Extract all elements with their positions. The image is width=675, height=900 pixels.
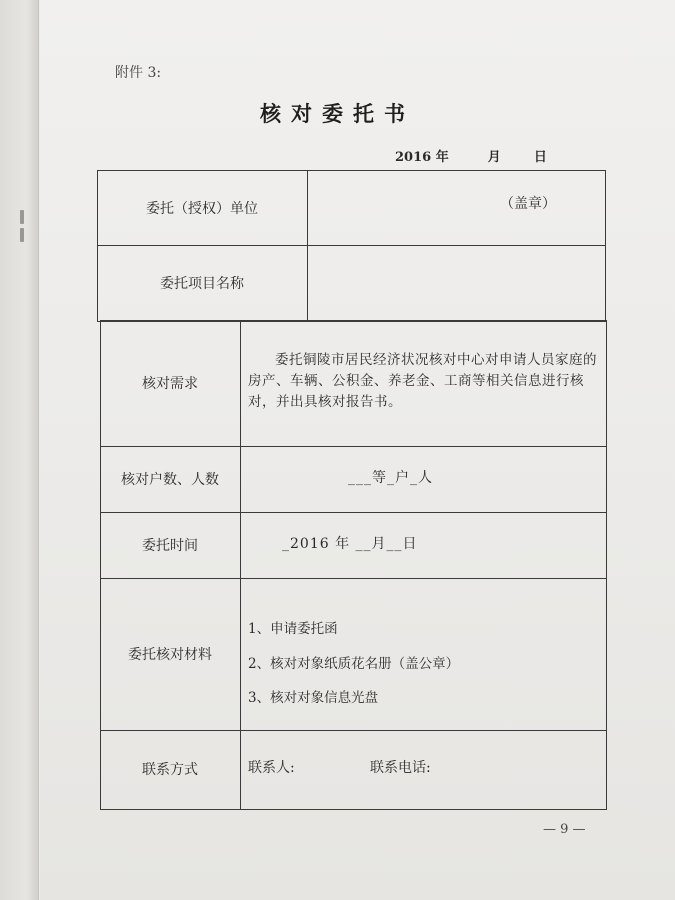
label-household-count: 核对户数、人数 — [121, 472, 219, 488]
label-entrusting-unit: 委托（授权）单位 — [146, 200, 258, 217]
contact-person-label: 联系人: — [248, 760, 295, 776]
household-count-value: ___等_户_人 — [348, 470, 433, 486]
entrust-time-value: _2016 年 __月__日 — [282, 536, 418, 552]
binding-edge — [0, 0, 39, 900]
verification-request-text: 委托铜陵市居民经济状况核对中心对申请人员家庭的房产、车辆、公积金、养老金、工商等相关信息进行核对，并出具核对报告书。 — [248, 352, 597, 410]
staple — [20, 228, 24, 242]
document-title: 核对委托书 — [260, 101, 415, 126]
material-item: 2、核对对象纸质花名册（盖公章） — [248, 656, 460, 672]
seal-placeholder: （盖章） — [500, 196, 556, 212]
contact-phone-label: 联系电话: — [370, 760, 431, 776]
label-entrust-time: 委托时间 — [142, 538, 198, 554]
material-item: 3、核对对象信息光盘 — [248, 690, 379, 706]
material-item: 1、申请委托函 — [248, 621, 338, 637]
date-year: 2016 年 — [395, 150, 449, 165]
date-month: 月 — [487, 150, 501, 165]
date-day: 日 — [533, 150, 547, 165]
attachment-label: 附件 3: — [115, 65, 162, 81]
date-line — [395, 146, 547, 165]
label-contact: 联系方式 — [142, 762, 198, 778]
staple — [20, 210, 24, 224]
label-project-name: 委托项目名称 — [160, 275, 244, 292]
label-materials: 委托核对材料 — [128, 647, 212, 663]
page-number: — 9 — — [543, 822, 586, 837]
label-verification-request: 核对需求 — [142, 376, 198, 392]
